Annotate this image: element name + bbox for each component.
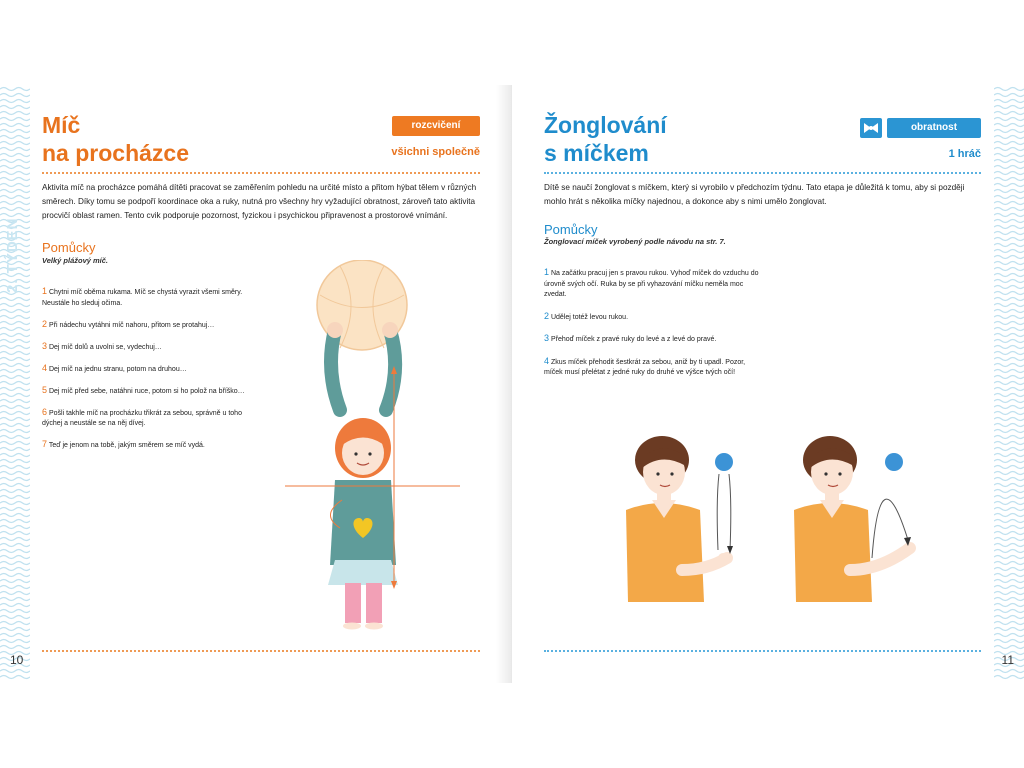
step-text: Chytni míč oběma rukama. Míč se chystá vyrazit všemi směry. Neustále ho sleduj očima. [42,289,243,307]
wave-line [994,370,1024,373]
step-text: Přehoď míček z pravé ruky do levé a z levé do pravé. [550,336,717,343]
wave-line [994,328,1024,331]
wave-line [994,214,1024,217]
step-number: 5 [42,384,48,395]
wave-line [994,400,1024,403]
wave-line [0,130,30,133]
wave-line [0,172,30,175]
wave-line [994,118,1024,121]
wave-line [0,622,30,625]
step-item [544,333,764,346]
boy-juggling-illustration-2 [780,430,930,605]
step-number: 3 [544,333,550,343]
step-item [544,311,764,324]
wave-line [0,490,30,493]
wave-line [994,292,1024,295]
wave-line [994,196,1024,199]
step-text: Pošli takhle míč na procházku třikrát za sebou, správně u toho dýchej a neustále se na něj dívej. [42,409,242,427]
step-text: Udělej totéž levou rukou. [550,313,629,321]
wave-line [994,382,1024,385]
wave-line [994,352,1024,355]
wave-line [0,454,30,457]
wave-line [994,508,1024,511]
wave-line [994,556,1024,559]
wave-line [0,580,30,583]
wave-line [994,334,1024,337]
step-number: 1 [42,286,48,296]
players-label: 1 hráč [948,148,981,160]
wave-line [994,436,1024,439]
wave-line [994,520,1024,523]
wave-line [0,418,30,421]
wave-line [994,160,1024,163]
wave-line [0,124,30,127]
step-number: 3 [42,340,48,351]
wave-line [994,394,1024,397]
wave-line [0,484,30,487]
wave-line [0,208,30,211]
wave-line [0,412,30,415]
wave-line [0,634,30,637]
wave-line [0,352,30,355]
steps-list [544,267,764,389]
intro-paragraph: Aktivita míč na procházce pomáhá dítěti pracovat se zaměřením pohledu na určité místo a přitom hýbat tělem v různých směrech. Díky tomu se podpoří koordinace oka a ruky, nutná pro všechny hry vyžadující obratnost, zároveň tato aktivita procvičí oblast ramen. Tento cvik podporuje pozornost, fyzickou i psychickou připravenost a prostorové vnímání. [42,183,477,220]
wave-line [994,166,1024,169]
wave-line [994,226,1024,229]
wave-line [994,142,1024,145]
wave-line [994,208,1024,211]
wave-line [0,604,30,607]
wave-line [0,334,30,337]
wave-line [0,646,30,649]
step-number: 1 [544,267,550,277]
wave-line [0,148,30,151]
wave-line [994,646,1024,649]
wave-line [994,184,1024,187]
wave-line [994,424,1024,427]
title-line-1: Žonglování [544,112,667,138]
wave-line [994,640,1024,643]
dotted-divider [42,650,480,652]
wave-line [0,598,30,601]
wave-line [994,514,1024,517]
wave-line [0,112,30,115]
wave-line [994,298,1024,301]
wave-line [0,304,30,307]
wave-line [994,412,1024,415]
wave-line [994,496,1024,499]
wave-line [994,112,1024,115]
steps-list [42,286,252,461]
step-item [42,319,252,332]
wave-line [0,178,30,181]
step-item [42,439,252,452]
wave-line [994,106,1024,109]
left-page [0,85,512,683]
wave-line [0,136,30,139]
wave-line [0,436,30,439]
wave-line [0,382,30,385]
wave-line [994,574,1024,577]
wave-line [0,628,30,631]
wave-line [994,268,1024,271]
wave-line [994,346,1024,349]
step-text: Zkus míček přehodit šestkrát za sebou, aniž by ti upadl. Pozor, míček musí přelétat z jedné ruky do druhé ve výšce tvých očí! [544,358,746,376]
wave-line [994,670,1024,673]
wave-line [0,616,30,619]
wave-line [994,628,1024,631]
supplies-note: Velký plážový míč. [42,256,109,265]
wave-line [0,526,30,529]
wave-line [0,520,30,523]
wave-line [0,514,30,517]
step-item [544,267,764,301]
wave-line [994,532,1024,535]
week-label: 2. TÝDEN [4,217,21,293]
step-number: 2 [544,310,550,321]
wave-line [994,256,1024,259]
wave-line [0,406,30,409]
girl-with-ball-illustration [280,260,470,630]
wave-line [994,376,1024,379]
step-text: Dej míč na jednu stranu, potom na druhou… [48,365,187,373]
page-number: 11 [1001,653,1014,667]
wave-line [0,466,30,469]
wave-line [0,322,30,325]
wave-line [0,556,30,559]
wave-line [0,190,30,193]
dotted-divider [42,172,480,174]
wave-line [0,154,30,157]
wave-line [994,550,1024,553]
wave-line [0,328,30,331]
wave-line [994,130,1024,133]
wave-line [0,568,30,571]
wave-line [994,322,1024,325]
step-item [42,341,252,354]
wave-line [994,484,1024,487]
wave-line [994,502,1024,505]
wave-line [0,460,30,463]
wave-line [994,94,1024,97]
wave-line [994,364,1024,367]
wave-line [0,316,30,319]
wave-line [0,340,30,343]
wave-line [994,622,1024,625]
wave-line [994,406,1024,409]
wave-line [994,220,1024,223]
wave-line [994,244,1024,247]
juggling-ball [885,453,903,471]
wave-line [0,478,30,481]
intro-paragraph: Dítě se naučí žonglovat s míčkem, který si vyrobilo v předchozím týdnu. Tato etapa je důležitá k tomu, aby si později mohlo hrát s několika míčky najednou, a dokonce aby s nimi umělo žonglovat. [544,183,965,206]
wave-line [994,286,1024,289]
title-line-2: s míčkem [544,140,649,166]
title-line-2: na procházce [42,140,189,166]
wave-line [994,250,1024,253]
wave-line [994,442,1024,445]
wave-border-right [994,85,1024,683]
step-item [42,385,252,398]
wave-line [994,238,1024,241]
wave-line [994,274,1024,277]
wave-line [994,538,1024,541]
wave-line [0,640,30,643]
wave-line [994,280,1024,283]
step-number: 7 [42,439,48,449]
wave-line [994,562,1024,565]
wave-line [994,190,1024,193]
wave-line [994,526,1024,529]
wave-line [0,550,30,553]
wave-line [0,364,30,367]
wave-line [994,172,1024,175]
wave-line [0,388,30,391]
step-text: Dej míč před sebe, natáhni ruce, potom si ho polož na bříško… [48,387,245,395]
page-title [544,111,844,167]
wave-line [994,460,1024,463]
step-item [42,363,252,376]
wave-line [0,346,30,349]
wave-line [0,430,30,433]
step-item [42,407,252,430]
wave-line [0,676,30,679]
wave-line [0,358,30,361]
dotted-divider [544,172,981,174]
wave-line [994,604,1024,607]
page-title [42,111,342,167]
wave-line [994,544,1024,547]
wave-line [994,430,1024,433]
category-tag: obratnost [887,118,981,138]
step-item [42,286,252,309]
wave-line [994,148,1024,151]
wave-line [0,100,30,103]
step-text: Na začátku pracuj jen s pravou rukou. Vyhoď míček do vzduchu do úrovně svých očí. Ruka by se při vyhazování míčku neměla moc zvedat. [544,270,759,298]
wave-line [0,592,30,595]
wave-line [0,142,30,145]
wave-line [994,490,1024,493]
wave-line [0,94,30,97]
wave-line [994,634,1024,637]
wave-line [994,262,1024,265]
wave-line [0,160,30,163]
wave-line [994,676,1024,679]
wave-line [994,316,1024,319]
wave-line [994,232,1024,235]
wave-line [0,574,30,577]
title-line-1: Míč [42,112,81,138]
step-number: 6 [42,406,48,417]
wave-line [994,616,1024,619]
wave-line [0,544,30,547]
wave-line [994,310,1024,313]
step-number: 2 [42,318,48,329]
wave-line [994,454,1024,457]
wave-line [994,472,1024,475]
wave-line [0,166,30,169]
wave-line [994,586,1024,589]
boy-juggling-illustration-1 [612,430,752,605]
wave-line [994,358,1024,361]
wave-line [0,118,30,121]
wave-line [994,202,1024,205]
wave-line [0,562,30,565]
bow-icon [860,118,882,138]
wave-line [0,88,30,91]
wave-line [994,448,1024,451]
wave-line [0,610,30,613]
wave-line [0,532,30,535]
juggling-ball [715,453,733,471]
wave-line [994,178,1024,181]
wave-line [0,424,30,427]
step-text: Dej míč dolů a uvolni se, vydechuj… [48,343,162,351]
book-spread [0,85,1024,683]
wave-line [0,196,30,199]
wave-line [994,100,1024,103]
wave-line [0,670,30,673]
wave-line [994,136,1024,139]
wave-line [994,388,1024,391]
wave-line [0,400,30,403]
wave-border-left [0,85,30,683]
wave-line [994,418,1024,421]
wave-line [994,598,1024,601]
wave-line [994,154,1024,157]
right-page [512,85,1024,683]
wave-line [994,124,1024,127]
wave-line [0,106,30,109]
wave-line [0,472,30,475]
step-number: 4 [42,362,48,373]
step-item [544,356,764,379]
wave-line [994,568,1024,571]
step-number: 4 [544,355,550,366]
step-text: Při nádechu vytáhni míč nahoru, přitom se protahuj… [48,321,215,329]
wave-line [994,466,1024,469]
wave-line [0,310,30,313]
category-tag: rozcvičení [392,116,480,136]
wave-line [0,442,30,445]
supplies-note: Žonglovací míček vyrobený podle návodu na str. 7. [544,237,726,246]
wave-line [994,88,1024,91]
step-text: Teď je jenom na tobě, jakým směrem se míč vydá. [48,442,205,449]
wave-line [0,448,30,451]
wave-line [0,496,30,499]
wave-line [0,394,30,397]
players-label: všichni společně [391,146,480,158]
wave-line [994,580,1024,583]
supplies-heading: Pomůcky [544,222,598,237]
wave-line [0,586,30,589]
wave-line [0,502,30,505]
wave-line [0,508,30,511]
wave-line [0,370,30,373]
wave-line [0,202,30,205]
dotted-divider [544,650,981,652]
wave-line [0,376,30,379]
wave-line [0,184,30,187]
wave-line [994,478,1024,481]
wave-line [994,304,1024,307]
wave-line [994,610,1024,613]
wave-line [0,538,30,541]
supplies-heading: Pomůcky [42,240,96,255]
wave-line [994,592,1024,595]
wave-line [994,340,1024,343]
wave-line [0,298,30,301]
page-number: 10 [10,653,24,667]
